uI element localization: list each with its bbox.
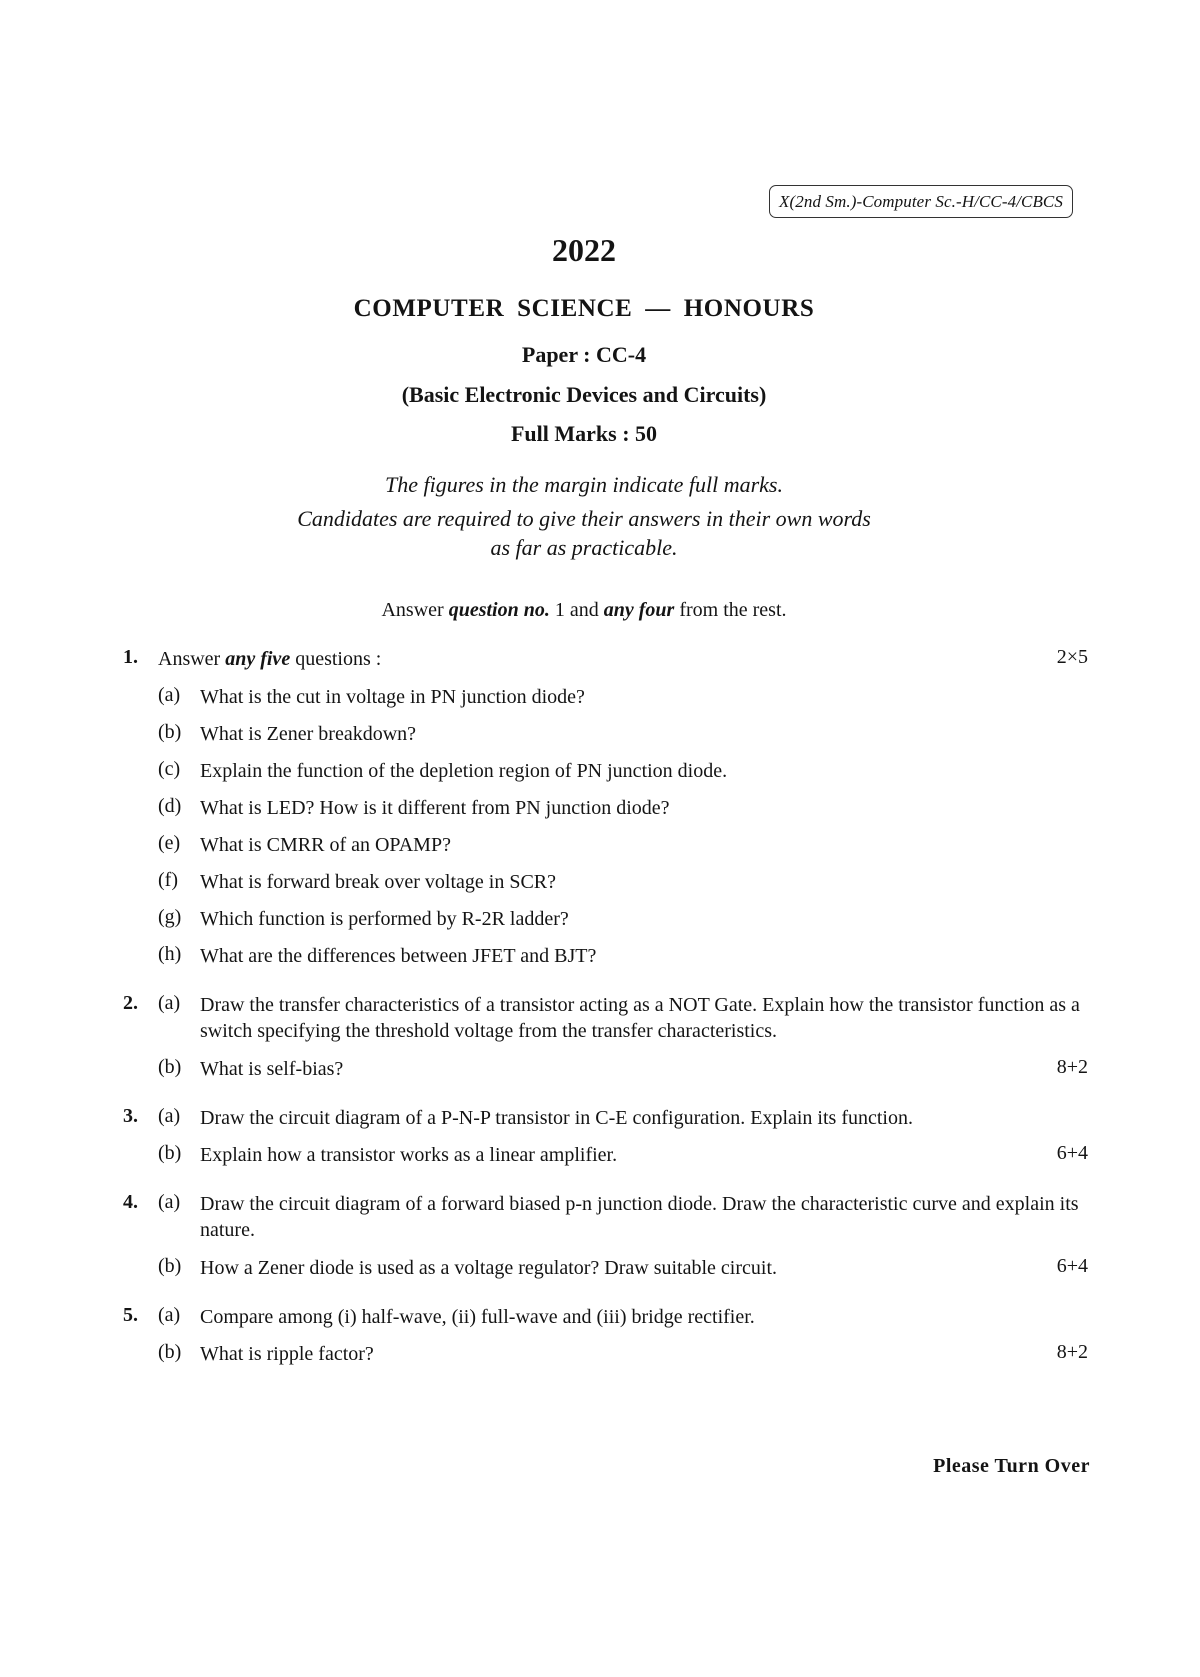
sub-question-label: (b) bbox=[158, 1142, 182, 1164]
sub-question-label: (e) bbox=[158, 832, 181, 854]
please-turn-over: Please Turn Over bbox=[933, 1455, 1090, 1477]
question-marks: 6+4 bbox=[1056, 1142, 1088, 1164]
sub-question-text: Which function is performed by R-2R ladder? bbox=[200, 908, 569, 930]
sub-question-text: Compare among (i) half-wave, (ii) full-wave and (iii) bridge rectifier. bbox=[200, 1306, 755, 1328]
sub-question-text: What is CMRR of an OPAMP? bbox=[200, 834, 451, 856]
sub-question-text: What is Zener breakdown? bbox=[200, 723, 417, 745]
question-1-intro: Answer any five questions : bbox=[158, 648, 382, 670]
full-marks: Full Marks : 50 bbox=[510, 421, 658, 446]
question-number: 2. bbox=[123, 992, 138, 1014]
sub-question-text: What is ripple factor? bbox=[200, 1343, 374, 1365]
question-number: 3. bbox=[123, 1105, 138, 1127]
sub-question-label: (b) bbox=[158, 1341, 182, 1363]
question-marks: 8+2 bbox=[1056, 1341, 1088, 1363]
sub-question-label: (h) bbox=[158, 943, 182, 965]
sub-question-text: Draw the transfer characteristics of a transistor acting as a NOT Gate. Explain how the transistor function as a switch specifying the threshold voltage from the transfer characteristics. bbox=[200, 994, 1080, 1042]
sub-question-label: (b) bbox=[158, 1255, 182, 1277]
note-marks-margin: The figures in the margin indicate full marks. bbox=[384, 472, 783, 497]
sub-question-label: (d) bbox=[158, 795, 182, 817]
sub-question-label: (b) bbox=[158, 721, 182, 743]
sub-question-label: (a) bbox=[158, 1191, 181, 1213]
sub-question-text: What is LED? How is it different from PN junction diode? bbox=[200, 797, 670, 819]
exam-year: 2022 bbox=[552, 232, 616, 268]
sub-question-text: What is self-bias? bbox=[200, 1058, 344, 1080]
subject-title: COMPUTER SCIENCE — HONOURS bbox=[353, 295, 815, 322]
sub-question-text: Draw the circuit diagram of a P-N-P transistor in C-E configuration. Explain its function. bbox=[200, 1107, 913, 1129]
sub-question-label: (g) bbox=[158, 906, 182, 928]
paper-code: Paper : CC-4 bbox=[521, 342, 647, 367]
sub-question-label: (a) bbox=[158, 1105, 181, 1127]
sub-question-text: Explain the function of the depletion region of PN junction diode. bbox=[200, 760, 728, 782]
question-number: 5. bbox=[123, 1304, 138, 1326]
question-marks: 8+2 bbox=[1056, 1056, 1088, 1078]
sub-question-text: How a Zener diode is used as a voltage regulator? Draw suitable circuit. bbox=[200, 1257, 778, 1279]
sub-question-label: (b) bbox=[158, 1056, 182, 1078]
sub-question-text: What is forward break over voltage in SCR? bbox=[200, 871, 557, 893]
answer-instruction: Answer question no. 1 and any four from the rest. bbox=[381, 599, 787, 621]
sub-question-label: (a) bbox=[158, 684, 181, 706]
question-number: 1. bbox=[123, 646, 138, 668]
sub-question-text: What is the cut in voltage in PN junction diode? bbox=[200, 686, 585, 708]
sub-question-label: (a) bbox=[158, 992, 181, 1014]
sub-question-label: (f) bbox=[158, 869, 178, 891]
sub-question-text: Explain how a transistor works as a linear amplifier. bbox=[200, 1144, 618, 1166]
paper-code-box: X(2nd Sm.)-Computer Sc.-H/CC-4/CBCS bbox=[769, 185, 1073, 218]
course-title: (Basic Electronic Devices and Circuits) bbox=[401, 382, 767, 407]
question-marks: 2×5 bbox=[1056, 646, 1088, 668]
note-practicable: as far as practicable. bbox=[490, 535, 678, 560]
question-marks: 6+4 bbox=[1056, 1255, 1088, 1277]
sub-question-label: (c) bbox=[158, 758, 181, 780]
note-own-words: Candidates are required to give their answers in their own words bbox=[297, 506, 871, 531]
question-number: 4. bbox=[123, 1191, 138, 1213]
sub-question-text: What are the differences between JFET and BJT? bbox=[200, 945, 597, 967]
sub-question-text: Draw the circuit diagram of a forward biased p-n junction diode. Draw the characteristic curve and explain its nature. bbox=[200, 1193, 1079, 1241]
sub-question-label: (a) bbox=[158, 1304, 181, 1326]
